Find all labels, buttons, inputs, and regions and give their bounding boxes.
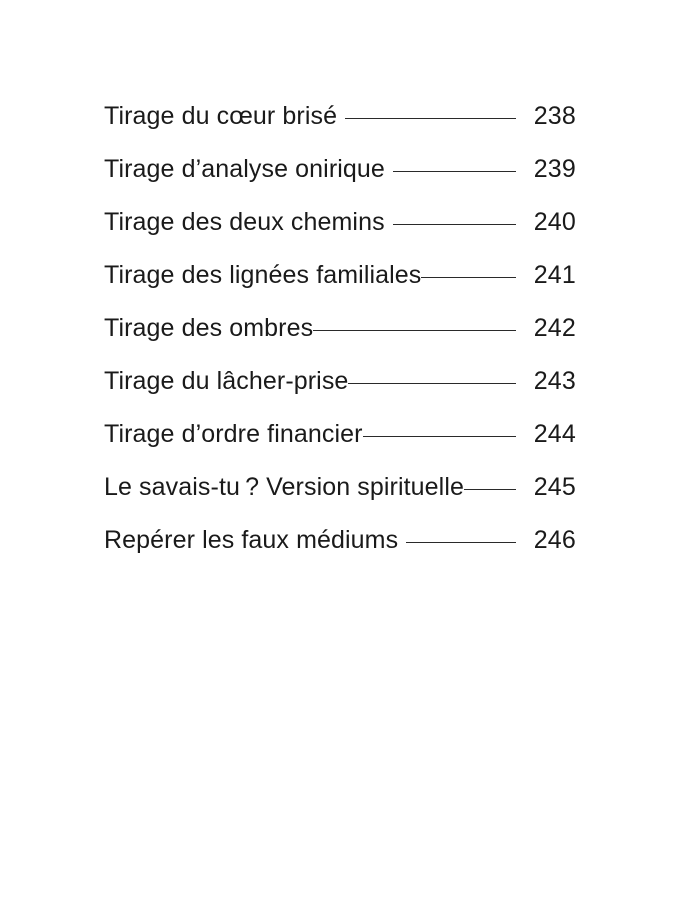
toc-entry-page-number: 243 xyxy=(533,367,576,395)
toc-entry[interactable] xyxy=(104,516,576,569)
toc-entry-page-number: 246 xyxy=(533,526,576,554)
toc-leader-line xyxy=(393,198,516,230)
toc-entry-page-number: 242 xyxy=(533,314,576,342)
table-of-contents-list xyxy=(104,92,576,569)
toc-entry[interactable] xyxy=(104,145,576,198)
toc-entry-title: Tirage du lâcher-prise xyxy=(104,367,349,395)
toc-entry-page-number: 245 xyxy=(533,473,576,501)
toc-entry-title: Repérer les faux médiums xyxy=(104,526,399,554)
toc-entry-title: Tirage d’ordre financier xyxy=(104,420,363,448)
toc-leader-line xyxy=(421,251,516,283)
toc-leader-line xyxy=(345,92,516,124)
toc-entry-page-number: 238 xyxy=(533,102,576,130)
toc-entry-title: Tirage des lignées familiales xyxy=(104,261,422,289)
toc-entry-page-number: 239 xyxy=(533,155,576,183)
toc-leader-line xyxy=(393,145,516,177)
toc-entry-page-number: 240 xyxy=(533,208,576,236)
toc-leader-line xyxy=(406,516,516,548)
toc-leader-line xyxy=(363,410,516,442)
toc-entry-title: Tirage des deux chemins xyxy=(104,208,385,236)
toc-entry[interactable] xyxy=(104,410,576,463)
toc-entry[interactable] xyxy=(104,463,576,516)
toc-entry-title: Tirage d’analyse onirique xyxy=(104,155,385,183)
toc-entry-page-number: 244 xyxy=(533,420,576,448)
toc-entry-page-number: 241 xyxy=(533,261,576,289)
toc-entry-title: Tirage des ombres xyxy=(104,314,314,342)
toc-entry[interactable] xyxy=(104,251,576,304)
toc-entry[interactable] xyxy=(104,92,576,145)
toc-entry[interactable] xyxy=(104,357,576,410)
toc-entry-title: Le savais-tu ? Version spirituelle xyxy=(104,473,464,501)
toc-entry[interactable] xyxy=(104,198,576,251)
toc-leader-line xyxy=(464,463,516,495)
toc-entry[interactable] xyxy=(104,304,576,357)
toc-leader-line xyxy=(348,357,516,389)
toc-entry-title: Tirage du cœur brisé xyxy=(104,102,338,130)
toc-leader-line xyxy=(313,304,516,336)
